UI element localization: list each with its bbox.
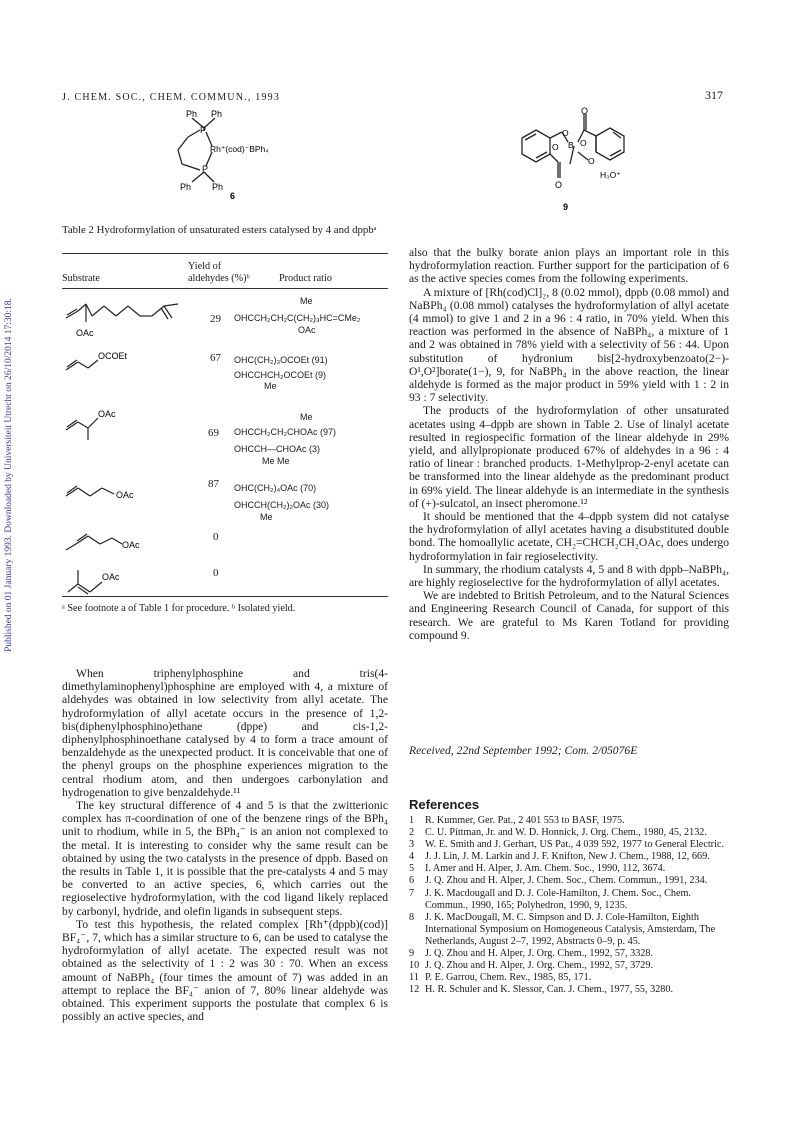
substituent-label: OAc — [116, 490, 134, 500]
table-caption: Table 2 Hydroformylation of unsaturated esters catalysed by 4 and dppbᵃ — [62, 224, 377, 236]
reference-item: 10 J. Q. Zhou and H. Alper, J. Org. Chem., 1992, 57, 3729. — [409, 960, 654, 972]
product-substituent: Me — [264, 381, 277, 391]
reference-item: 3 W. E. Smith and J. Gerhart, US Pat., 4 039 592, 1977 to General Electric. — [409, 839, 724, 851]
substrate-structure — [62, 348, 182, 374]
product-substituent: Me — [260, 512, 273, 522]
boron-label: B — [568, 140, 574, 150]
substituent-label: OAc — [76, 328, 94, 338]
paragraph: The products of the hydroformylation of other unsaturated acetates using 4–dppb are shown in Table 2. Use of linalyl acetate resulted in regiospecific formation of the linear aldehyde in 29% yield, and allylpropionate produced 67% of aldehydes in a 96 : 4 ratio of linear : branched products. 1-Methylprop-2-enyl acetate can be transformed into the linear aldehyde as the predominant product in 69% yield. The linear aldehyde is an intermediate in the synthesis of (+)-sulcatol, an insect pheromone.¹² — [409, 404, 729, 510]
substituent-label: OAc — [102, 572, 120, 582]
paragraph: We are indebted to British Petroleum, and to the Natural Sciences and Engineering Research Council of Canada, for support of this research. We are grateful to Ms Karen Totland for providing compound 9. — [409, 589, 729, 642]
product-substituent: Me — [300, 296, 313, 306]
p-label: P — [202, 164, 209, 174]
received-line: Received, 22nd September 1992; Com. 2/05076E — [409, 744, 638, 757]
reference-item: 12 H. R. Schuler and K. Slessor, Can. J. Chem., 1977, 55, 3280. — [409, 984, 674, 996]
structure-6 — [168, 104, 308, 200]
oxygen-label: O — [581, 106, 589, 116]
substituent-label: OAc — [98, 409, 116, 419]
download-stamp-text: Published on 01 January 1993. Downloaded by Universiteit Utrecht on 26/10/2014 17:30:18. — [4, 298, 14, 652]
reference-item: 1 R. Kummer, Ger. Pat., 2 401 553 to BASF, 1975. — [409, 815, 625, 826]
table-rule-mid — [62, 288, 388, 289]
compound-number: 9 — [563, 202, 569, 212]
paragraph: To test this hypothesis, the related complex [Rh⁺(dppb)(cod)] BF₄⁻, 7, which has a similar structure to 6, can be used to catalyse the hydroformylation of allyl acetate. The expected result was not obtained as the selectivity of 1 : 2 was 30 : 70. When an excess amount of NaBPh₄ (four times the amount of 7) was added in an attempt to replace the BF₄⁻ anion of 7, 80% linear aldehyde was obtained. This experiment supports the postulate that complex 6 is possibly an active species, and — [62, 917, 388, 1024]
product-formula: OHC(CH₂)₄OAc (70) — [234, 483, 317, 493]
table-rule-bottom — [62, 596, 388, 597]
ph-label: Ph — [212, 182, 224, 192]
yield-value: 87 — [208, 478, 219, 490]
column-header-product-ratio: Product ratio — [279, 273, 332, 284]
p-label: P — [200, 125, 207, 135]
substrate-structure — [62, 478, 182, 504]
paragraph: When triphenylphosphine and tris(4-dimethylaminophenyl)phosphine are employed with 4, a mixture of aldehydes was obtained in low selectivity from allyl acetate. The hydroformylation of allyl acetate occurs in the presence of 1,2-bis(diphenylphosphino)ethane (dppe) and cis-1,2-diphenylphosphinoethane catalysed by 4 to form a trace amount of benzaldehyde as the unexpected product. It is conceivable that one of the phenyl groups on the phosphine experiences migration to the central rhodium atom, and then undergoes carbonylation and hydrogenation to give benzaldehyde.¹¹ — [62, 667, 388, 799]
column-header-yield-units: aldehydes (%)ᵇ — [188, 273, 250, 284]
journal-header: J. CHEM. SOC., CHEM. COMMUN., 1993 — [62, 92, 281, 103]
product-formula: OHC(CH₂)₃OCOEt (91) — [234, 355, 328, 365]
column-header-substrate: Substrate — [62, 273, 100, 284]
reference-item: 8 J. K. MacDougall, M. C. Simpson and D. J. Cole-Hamilton, Eighth International Symposium on Homogeneous Catalysis, Amsterdam, The Netherlands, August 2–7, 1992, Abstracts 0–9, p. 45. — [409, 911, 716, 947]
product-formula: OHCCH₂CH₂C(CH₂)₃HC=CMe₂ — [234, 313, 361, 323]
rh-label: Rh⁺(cod)⁻BPh₄ — [210, 144, 269, 154]
paragraph: A mixture of [Rh(cod)Cl]₂, 8 (0.02 mmol), dppb (0.08 mmol) and NaBPh₄ (0.08 mmol) catalyses the hydroformylation of allyl acetate (4 mmol) to give 1 and 2 in a 96 : 4 ratio, in 70% yield. When this reaction was performed in the absence of NaBPh₄, a mixture of 1 and 2 was obtained in 78% yield with a selectivity of 56 : 44. Upon substitution of hydronium bis[2-hydroxybenzoato(2−)-O¹,O²]borate(1−), 9, for NaBPh₄ in the above reaction, the linear aldehyde is formed as the major product in 59% yield with 1 : 2 in 93 : 7 selectivity. — [409, 285, 729, 405]
reference-item: 7 J. K. Macdougall and D. J. Cole-Hamilton, J. Chem. Soc., Chem. Commun., 1990, 165; Polyhedron, 1990, 9, 1235. — [409, 887, 691, 911]
oxygen-label: O — [588, 156, 595, 166]
yield-value: 0 — [213, 567, 219, 579]
product-formula: OHCCH₂CH₂CHOAc (97) — [234, 427, 336, 437]
oxygen-label: O — [555, 180, 563, 190]
table-rule-top — [62, 253, 388, 254]
yield-value: 69 — [208, 427, 219, 439]
download-stamp — [2, 260, 16, 690]
ph-label: Ph — [211, 109, 223, 119]
paragraph: The key structural difference of 4 and 5 is that the zwitterionic complex has π-coordination of one of the benzene rings of the BPh₄ unit to rhodium, while in 5, the BPh₄⁻ is an anion not complexed to the metal. It is interesting to consider why the same result can be obtained by using the two catalysts in the presence of dppb. Based on the results in Table 1, it is possible that the pre-catalysts 4 and 5 may be converted to an active species, 6, which carries out the regioselective hydroformylation, with the cod ligand likely replaced by carbonyl, hydride, and olefin ligands in subsequent steps. — [62, 799, 388, 918]
references-heading: References — [409, 797, 480, 812]
paragraph: also that the bulky borate anion plays an important role in this hydroformylation reaction. Further support for the participation of 6 as the active species comes from the following experiments. — [409, 246, 729, 286]
yield-value: 0 — [213, 531, 219, 543]
product-formula: OHCCHCH₂OCOEt (9) — [234, 370, 326, 380]
substrate-structure — [62, 564, 182, 604]
yield-value: 29 — [210, 313, 221, 325]
ph-label: Ph — [186, 109, 198, 119]
oxygen-label: O — [562, 128, 569, 138]
reference-item: 5 I. Amer and H. Alper, J. Am. Chem. Soc., 1990, 112, 3674. — [409, 863, 666, 875]
ph-label: Ph — [180, 182, 192, 192]
substituent-label: OCOEt — [98, 351, 128, 361]
product-substituent: Me — [300, 412, 313, 422]
reference-item: 4 J. J. Lin, J. M. Larkin and J. F. Knifton, New J. Chem., 1988, 12, 669. — [409, 851, 710, 863]
oxygen-label: O — [580, 138, 587, 148]
substituent-label: OAc — [122, 540, 140, 550]
reference-item: 11 P. E. Garrou, Chem. Rev., 1985, 85, 171. — [409, 972, 592, 984]
product-formula: OHCCH(CH₂)₂OAc (30) — [234, 500, 329, 510]
page-number: 317 — [705, 88, 723, 102]
reference-item: 2 C. U. Pittman, Jr. and W. D. Honnick, J. Org. Chem., 1980, 45, 2132. — [409, 827, 707, 839]
product-formula: OHCCH—CHOAc (3) — [234, 444, 321, 454]
product-substituent: Me Me — [262, 456, 290, 466]
substrate-structure — [62, 404, 182, 444]
product-substituent: OAc — [298, 325, 316, 335]
right-column-body — [409, 246, 729, 642]
paragraph: It should be mentioned that the 4–dppb system did not catalyse the hydroformylation of allyl acetates having a disubstituted double bond. The homoallylic acetate, CH₂=CHCH₂CH₂OAc, does undergo hydroformylation in fair regioselectivity. — [409, 510, 729, 563]
yield-value: 67 — [210, 352, 221, 364]
substrate-structure — [62, 292, 192, 340]
substrate-structure — [62, 530, 182, 556]
column-header-yield: Yield of — [188, 261, 222, 272]
paragraph: In summary, the rhodium catalysts 4, 5 and 8 with dppb–NaBPh₄, are highly regioselective for the hydroformylation of allyl acetates. — [409, 562, 729, 590]
reference-item: 9 J. Q. Zhou and H. Alper, J. Org. Chem., 1992, 57, 3328. — [409, 948, 654, 960]
reference-item: 6 J. Q. Zhou and H. Alper, J. Chem. Soc., Chem. Commun., 1991, 234. — [409, 875, 708, 887]
compound-number: 6 — [230, 191, 236, 200]
reference-list — [409, 815, 729, 996]
left-column-body — [62, 667, 388, 1023]
cation-label: H₃O⁺ — [600, 170, 621, 180]
table-footnote: ᵃ See footnote a of Table 1 for procedure. ᵇ Isolated yield. — [62, 603, 296, 614]
oxygen-label: O — [552, 142, 559, 152]
structure-9 — [500, 104, 660, 214]
